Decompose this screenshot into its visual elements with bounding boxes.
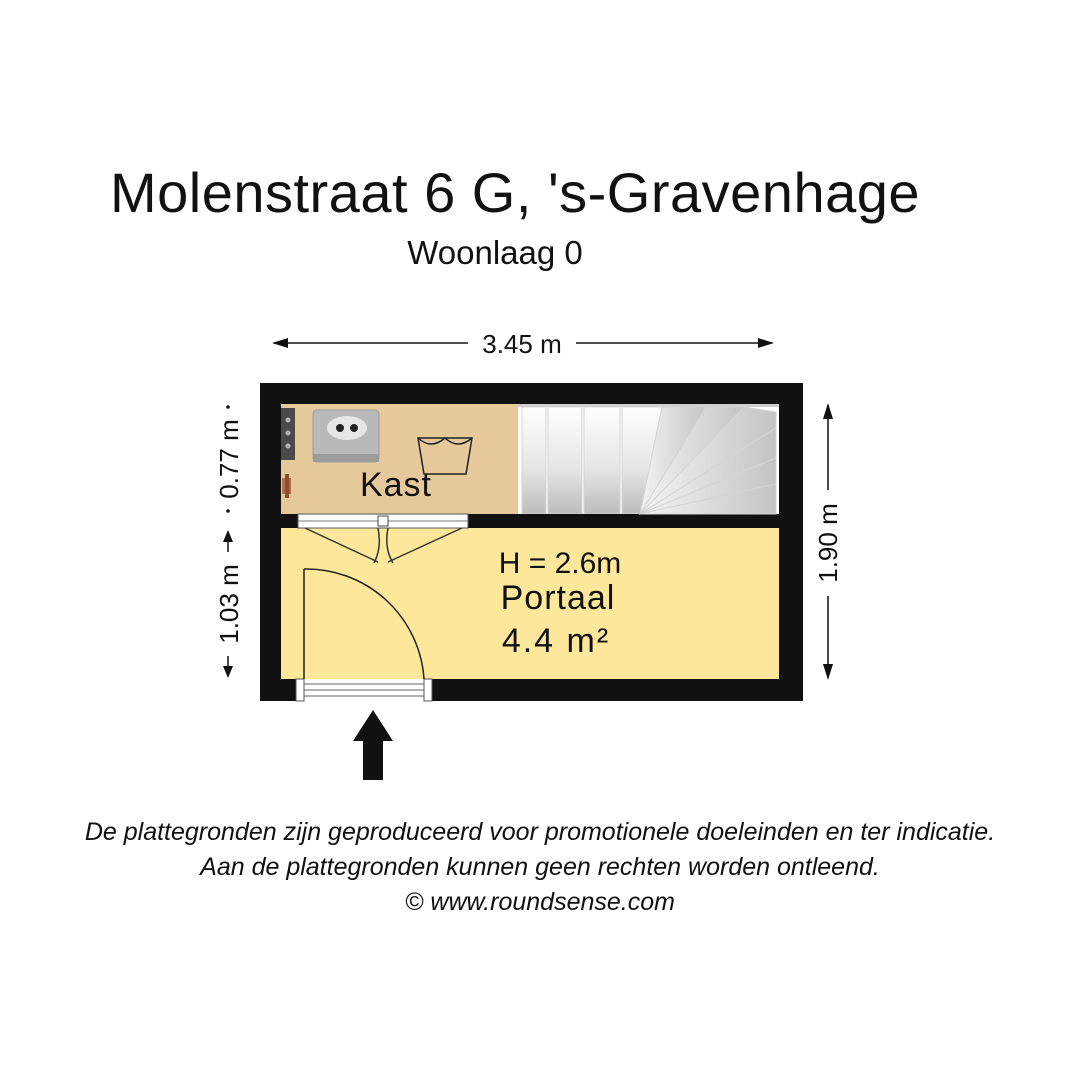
staircase bbox=[518, 404, 779, 514]
dimension-height-label: 1.90 m bbox=[813, 503, 843, 583]
room-area-label: 4.4 m² bbox=[501, 622, 611, 660]
page-title: Molenstraat 6 G, 's-Gravenhage bbox=[109, 161, 921, 224]
dimension-left-lower-label: 1.03 m bbox=[214, 564, 244, 644]
meter-panel bbox=[281, 408, 295, 460]
floor-label: Woonlaag 0 bbox=[407, 234, 583, 271]
dimension-right bbox=[813, 403, 843, 680]
disclaimer-line-1: De plattegronden zijn geproduceerd voor promotionele doeleinden en ter indicatie. bbox=[84, 818, 996, 846]
copyright-line: © www.roundsense.com bbox=[405, 888, 675, 916]
dimension-top bbox=[272, 329, 774, 359]
entrance-arrow-icon bbox=[353, 710, 393, 780]
disclaimer-line-2: Aan de plattegronden kunnen geen rechten worden ontleend. bbox=[200, 853, 880, 881]
room-label-hall: Portaal bbox=[500, 579, 616, 617]
room-height-label: H = 2.6m bbox=[498, 547, 622, 580]
dimension-width-label: 3.45 m bbox=[482, 329, 562, 359]
room-label-closet: Kast bbox=[359, 466, 433, 504]
boiler-unit bbox=[313, 410, 379, 462]
dimension-left-upper-label: 0.77 m bbox=[214, 419, 244, 499]
dimension-left bbox=[214, 405, 244, 678]
